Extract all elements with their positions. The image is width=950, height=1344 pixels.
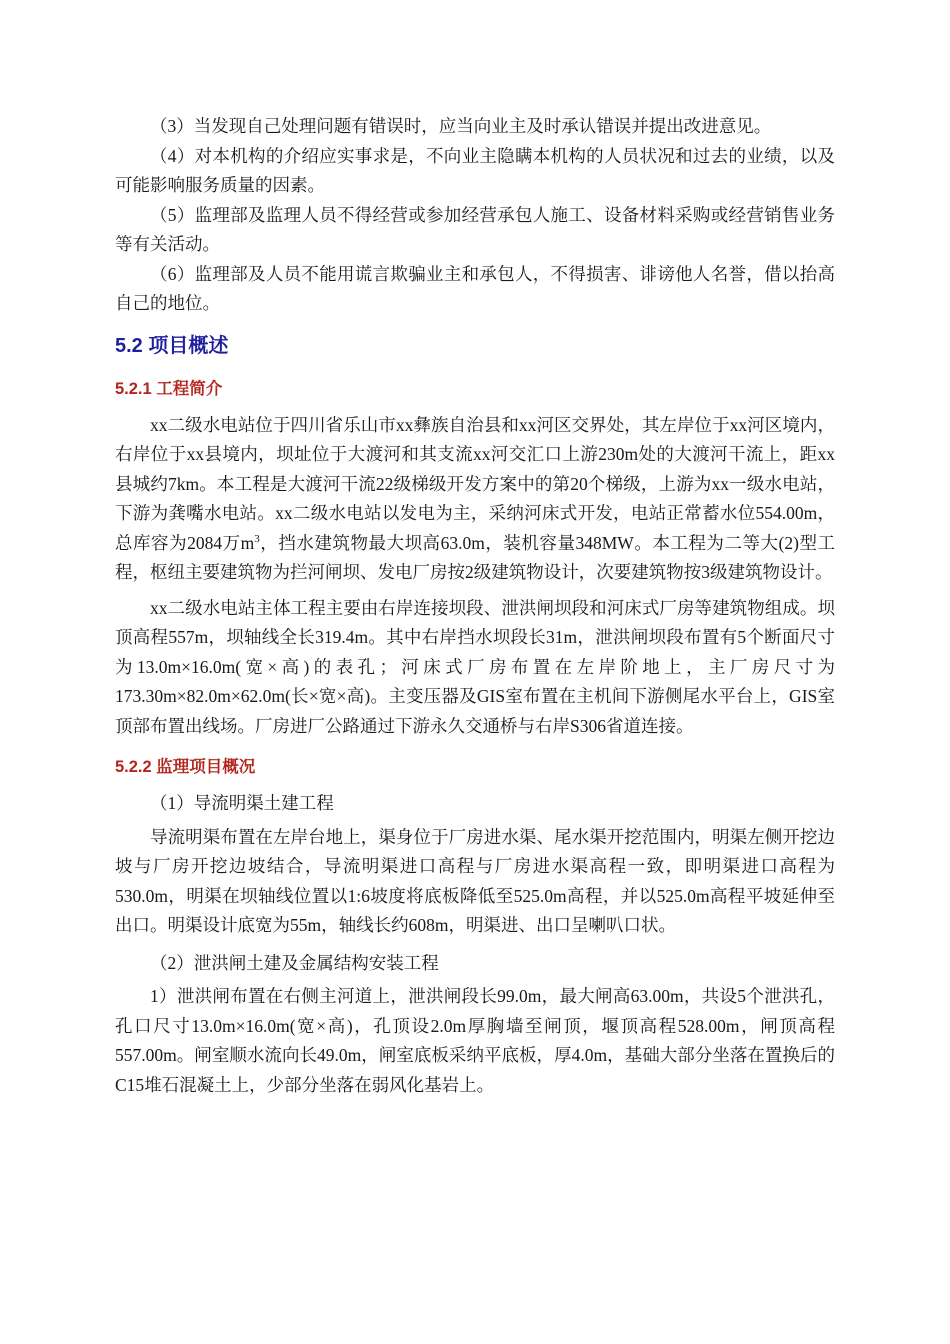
item-2-paragraph: 1）泄洪闸布置在右侧主河道上，泄洪闸段长99.0m，最大闸高63.00m，共设5个泄洪孔，孔口尺寸13.0m×16.0m(宽×高)，孔顶设2.0m厚胸墙至闸顶，堰顶高程528.00m，闸顶高程557.00m。闸室顺水流向长49.0m，闸室底板采纳平底板，厚4.0m，基础大部分坐落在置换后的C15堆石混凝土上，少部分坐落在弱风化基岩上。 bbox=[115, 986, 835, 1095]
section-heading-5-2: 5.2 项目概述 bbox=[115, 334, 229, 357]
project-intro-paragraph-2: xx二级水电站主体工程主要由右岸连接坝段、泄洪闸坝段和河床式厂房等建筑物组成。坝顶高程557m，坝轴线全长319.4m。其中右岸挡水坝段长31m，泄洪闸坝段布置有5个断面尺寸为13.0m×16.0m(宽×高)的表孔；河床式厂房布置在左岸阶地上，主厂房尺寸为173.30m×82.0m×62.0m(长×宽×高)。主变压器及GIS室布置在主机间下游侧尾水平台上，GIS室顶部布置出线场。厂房进厂公路通过下游永久交通桥与右岸S306省道连接。 bbox=[115, 597, 835, 736]
intro-item-3: （3）当发现自己处理问题有错误时，应当向业主及时承认错误并提出改进意见。 bbox=[150, 116, 772, 136]
paragraph-1-text-a: xx二级水电站位于四川省乐山市xx彝族自治县和xx河区交界处，其左岸位于xx河区境内，右岸位于xx县境内，坝址位于大渡河和其支流xx河交汇口上游230m处的大渡河干流上，距xx县城约7km。本工程是大渡河干流22级梯级开发方案中的第20个梯级，上游为xx一级水电站，下游为龚嘴水电站。xx二级水电站以发电为主，采纳河床式开发，电站正常蓄水位554.00m，总库容为2084万m bbox=[115, 414, 835, 553]
intro-item-4: （4）对本机构的介绍应实事求是，不向业主隐瞒本机构的人员状况和过去的业绩，以及可能影响服务质量的因素。 bbox=[115, 145, 835, 195]
paragraph-1-text-b: ，挡水建筑物最大坝高63.0m，装机容量348MW。本工程为二等大(2)型工程，枢纽主要建筑物为拦河闸坝、发电厂房按2级建筑物设计，次要建筑物按3级建筑物设计。 bbox=[115, 532, 835, 582]
subsection-heading-5-2-2: 5.2.2 监理项目概况 bbox=[115, 758, 256, 776]
project-intro-paragraph-1 bbox=[115, 411, 835, 588]
subsection-heading-5-2-1: 5.2.1 工程简介 bbox=[115, 379, 223, 398]
intro-item-6: （6）监理部及人员不能用谎言欺骗业主和承包人，不得损害、诽谤他人名誉，借以抬高自己的地位。 bbox=[115, 263, 835, 313]
cubic-superscript: 3 bbox=[254, 532, 260, 545]
item-1-title: （1）导流明渠土建工程 bbox=[150, 793, 334, 813]
intro-item-5: （5）监理部及监理人员不得经营或参加经营承包人施工、设备材料采购或经营销售业务等有关活动。 bbox=[115, 204, 835, 254]
item-1-paragraph: 导流明渠布置在左岸台地上，渠身位于厂房进水渠、尾水渠开挖范围内，明渠左侧开挖边坡与厂房开挖边坡结合，导流明渠进口高程与厂房进水渠高程一致，即明渠进口高程为530.0m，明渠在坝轴线位置以1:6坡度将底板降低至525.0m高程，并以525.0m高程平坡延伸至出口。明渠设计底宽为55m，轴线长约608m，明渠进、出口呈喇叭口状。 bbox=[115, 826, 835, 935]
item-2-title: （2）泄洪闸土建及金属结构安装工程 bbox=[150, 952, 439, 973]
